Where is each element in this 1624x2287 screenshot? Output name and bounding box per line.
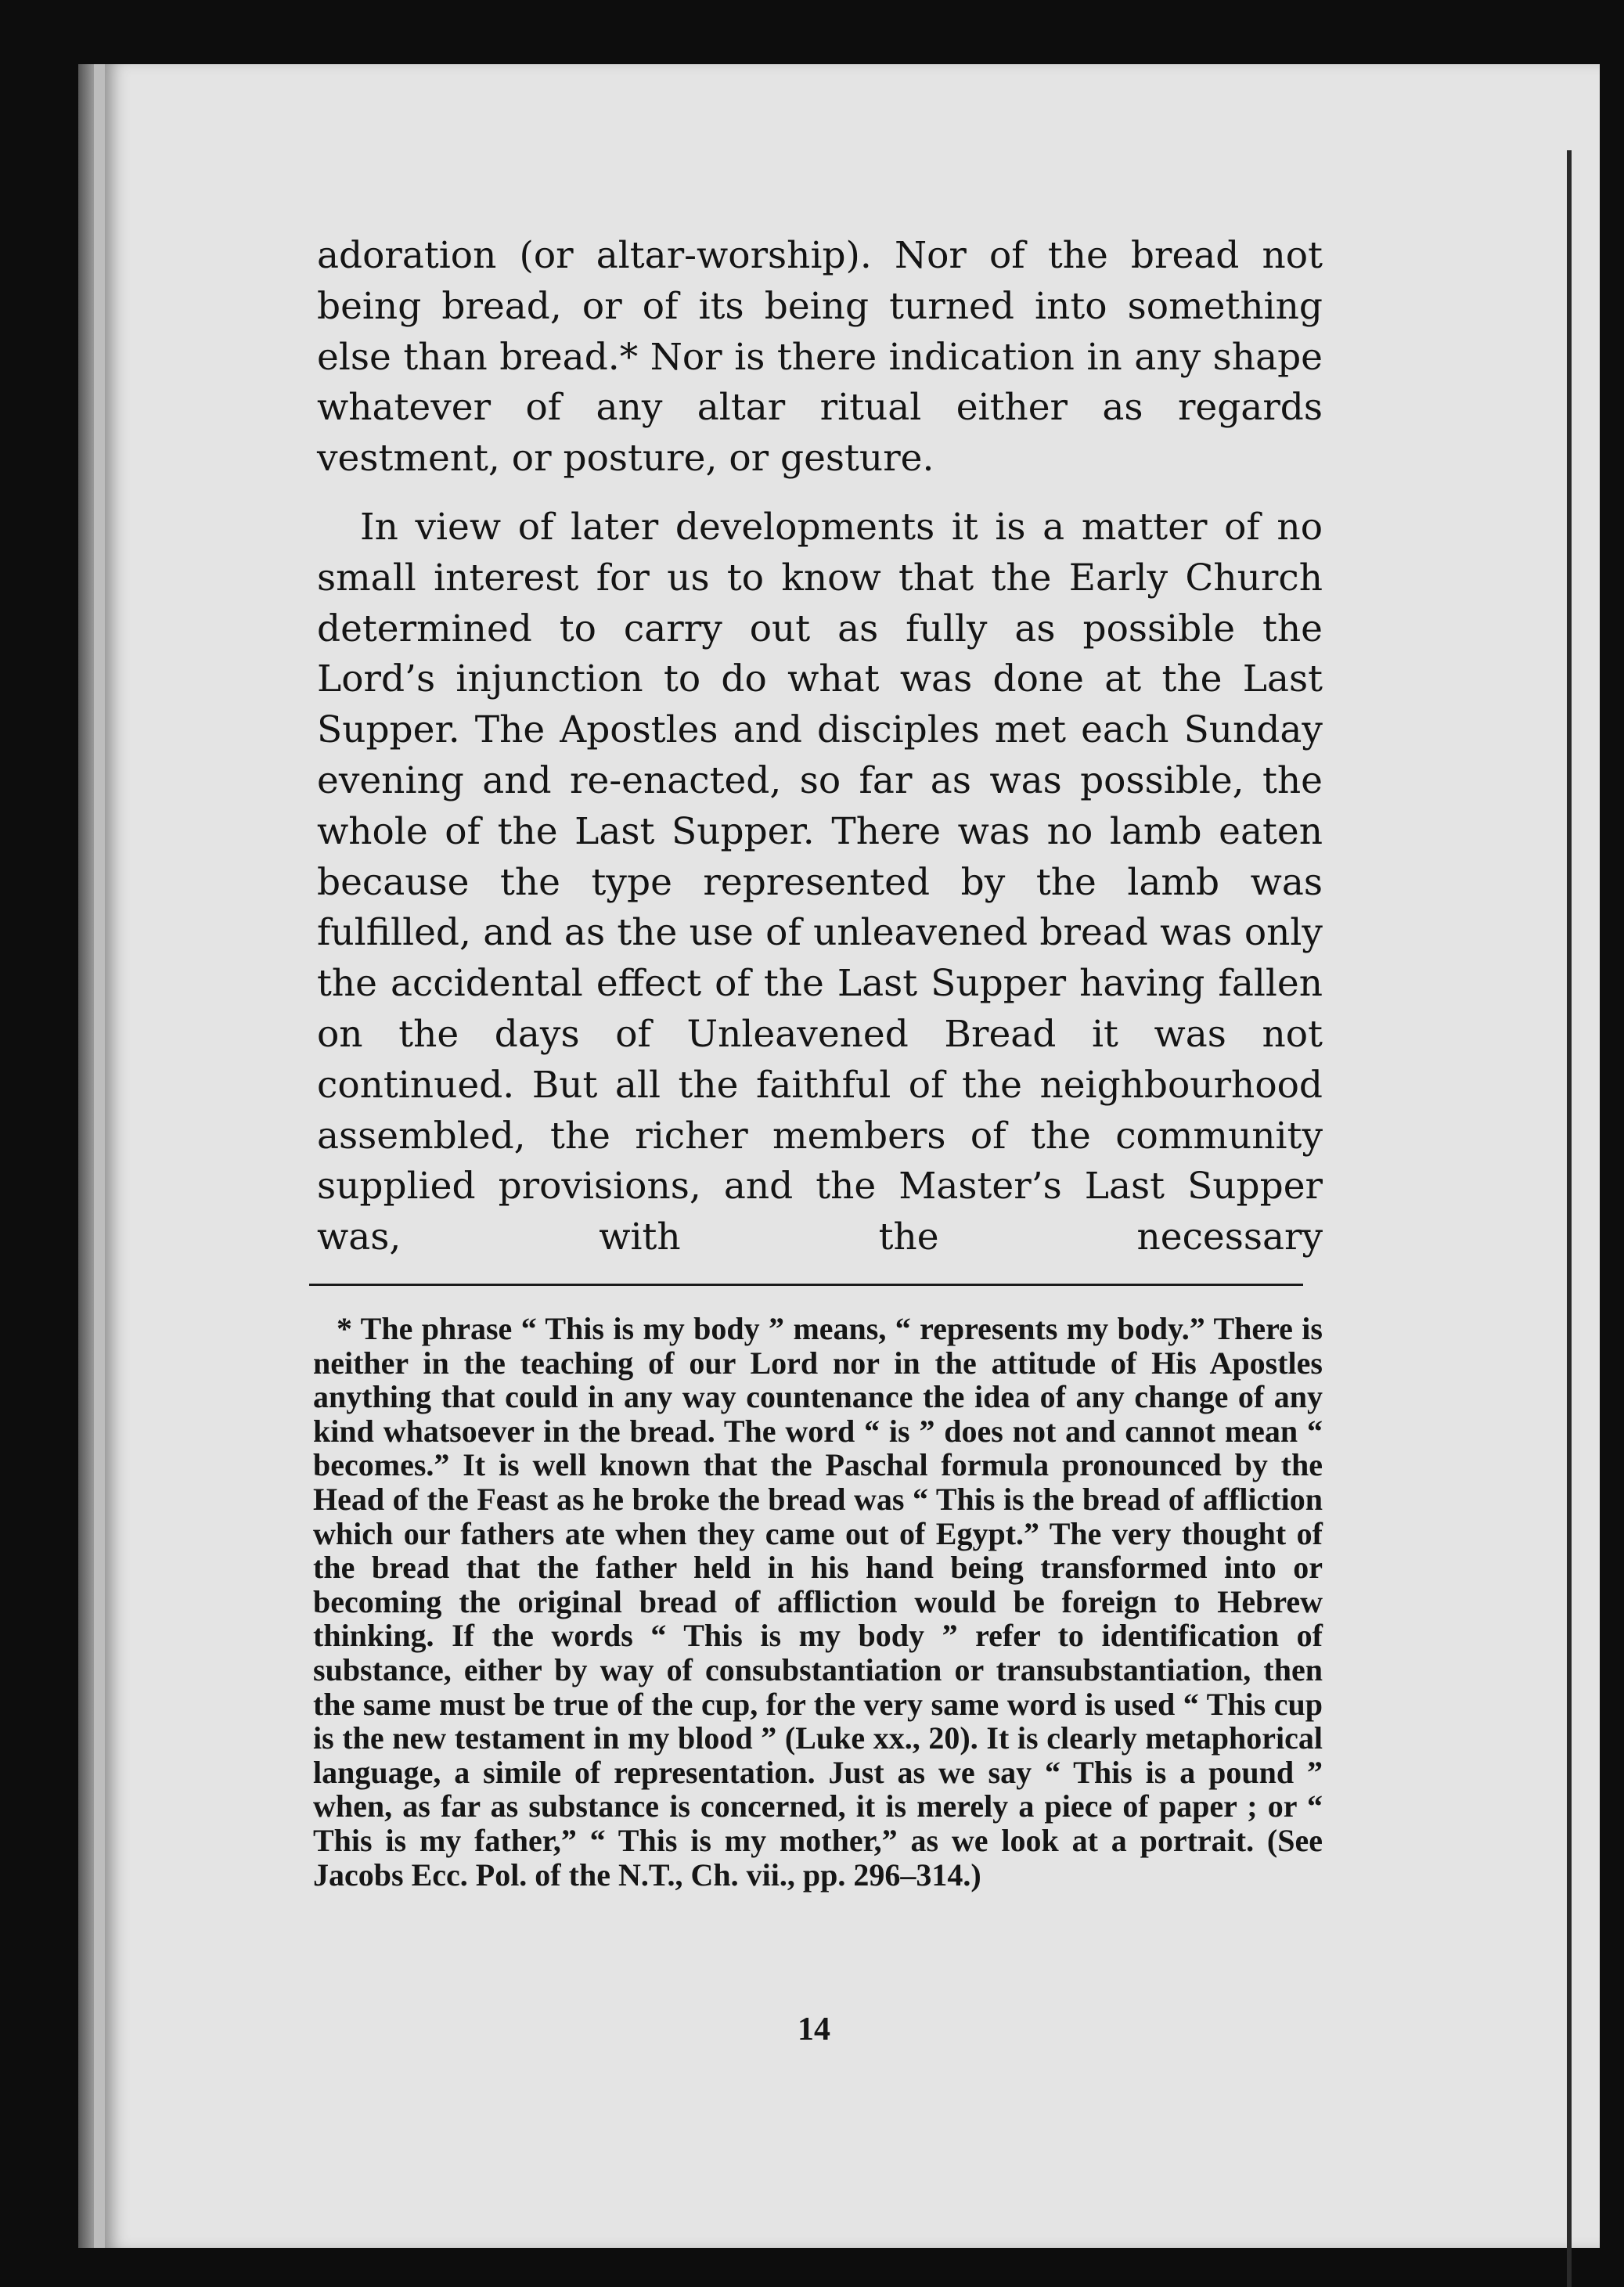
book-binding bbox=[78, 64, 94, 2248]
body-text bbox=[317, 231, 1323, 1263]
footnote-divider bbox=[309, 1284, 1303, 1286]
page-number: 14 bbox=[798, 2011, 830, 2047]
page-edge bbox=[1567, 150, 1572, 2287]
footnote: * The phrase “ This is my body ” means, “ represents my body.” There is neither in the teaching of our Lord nor in the attitude of His Apostles anything that could in any way countenance the idea of any change of any kind whatsoever in the bread. The word “ is ” does not and cannot mean “ becomes.” It is well known that the Paschal formula pronounced by the Head of the Feast as he broke the bread was “ This is the bread of affliction which our fathers ate when they came out of Egypt.” The very thought of the bread that the father held in his hand being transformed into or becoming the original bread of affliction would be foreign to Hebrew thinking. If the words “ This is my body ” refer to identification of substance, either by way of consubstantiation or transubstantiation, then the same must be true of the cup, for the very same word is used “ This cup is the new testament in my blood ” (Luke xx., 20). It is clearly metaphorical language, a simile of representation. Just as we say “ This is a pound ” when, as far as substance is concerned, it is merely a piece of paper ; or “ This is my father,” “ This is my mother,” as we look at a portrait. (See Jacobs Ecc. Pol. of the N.T., Ch. vii., pp. 296–314.) bbox=[313, 1311, 1323, 1893]
paragraph-1: adoration (or altar-worship). Nor of the bread not being bread, or of its being turned into something else than bread.* Nor is there indication in any shape whatever of any altar ritual either as regards vestment, or posture, or gesture. bbox=[317, 234, 1323, 481]
paragraph-2: In view of later developments it is a matter of no small interest for us to know that the Early Church determined to carry out as fully as possible the Lord’s injunction to do what was done at the Last Supper. The Apostles and disciples met each Sunday evening and re-enacted, so far as was possible, the whole of the Last Supper. There was no lamb eaten because the type represented by the lamb was fulfilled, and as the use of unleavened bread was only the accidental effect of the Last Supper having fallen on the days of Unleavened Bread it was not continued. But all the faithful of the neighbourhood assembled, the richer members of the community supplied provisions, and the Master’s Last Supper was, with the necessary bbox=[317, 505, 1323, 1259]
